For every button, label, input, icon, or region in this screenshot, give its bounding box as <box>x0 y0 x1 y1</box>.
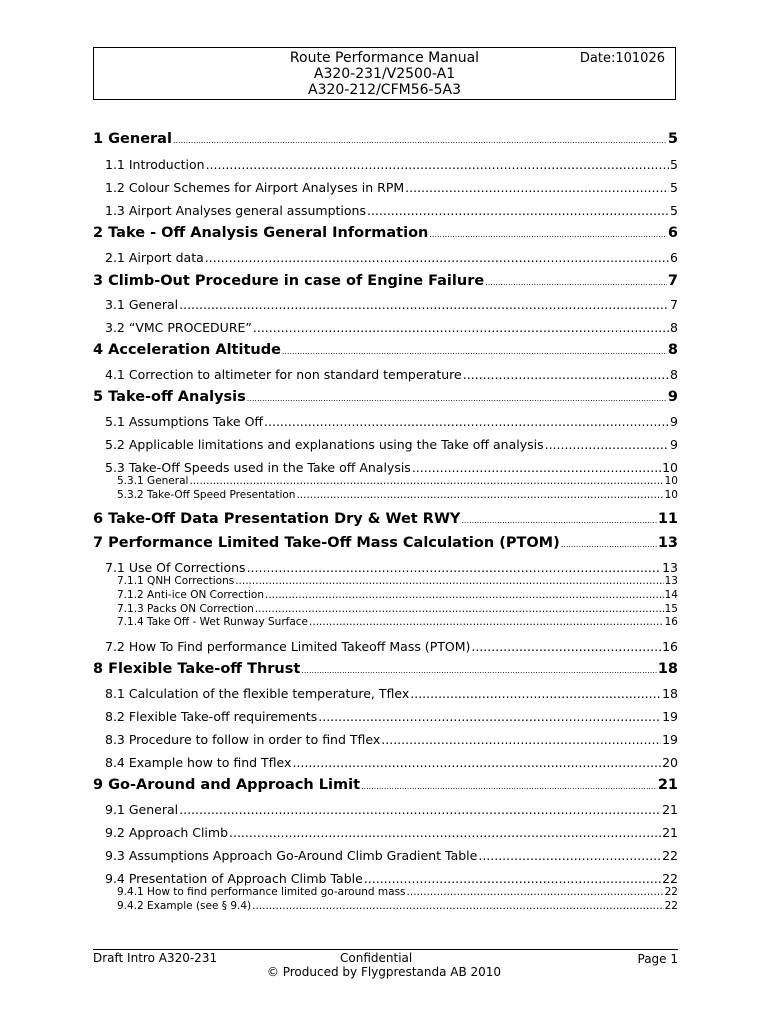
toc-entry-9-4-1[interactable]: 9.4.1 How to find performance limited go-around mass ..... 22 <box>117 886 678 898</box>
toc-entry-8[interactable]: 8 Flexible Take-off Thrust ..... 18 <box>93 661 678 677</box>
footer-divider <box>93 949 678 950</box>
toc-entry-5[interactable]: 5 Take-off Analysis ..... 9 <box>93 389 678 405</box>
toc-entry-9-4-2[interactable]: 9.4.2 Example (see § 9.4) ..... 22 <box>117 900 678 912</box>
toc-entry-6[interactable]: 6 Take-Off Data Presentation Dry & Wet RWY ..... 11 <box>93 511 678 527</box>
toc-entry-2-1[interactable]: 2.1 Airport data ..... 6 <box>105 250 678 265</box>
toc-entry-8-3[interactable]: 8.3 Procedure to follow in order to find Tflex ..... 19 <box>105 732 678 747</box>
manual-title: Route Performance Manual <box>289 50 480 66</box>
toc-entry-9-1[interactable]: 9.1 General ..... 21 <box>105 802 678 817</box>
toc-entry-4-1[interactable]: 4.1 Correction to altimeter for non standard temperature ..... 8 <box>105 367 678 382</box>
toc-entry-7-1-2[interactable]: 7.1.2 Anti-ice ON Correction ..... 14 <box>117 589 678 601</box>
document-date: Date:101026 <box>579 51 665 66</box>
toc-entry-1[interactable]: 1 General ..... 5 <box>93 131 678 147</box>
toc-entry-9[interactable]: 9 Go-Around and Approach Limit ..... 21 <box>93 777 678 793</box>
toc-entry-8-2[interactable]: 8.2 Flexible Take-off requirements ..... 19 <box>105 709 678 724</box>
toc-entry-7[interactable]: 7 Performance Limited Take-Off Mass Calculation (PTOM) ..... 13 <box>93 535 678 551</box>
toc-entry-5-1[interactable]: 5.1 Assumptions Take Off ..... 9 <box>105 414 678 429</box>
toc-entry-7-2[interactable]: 7.2 How To Find performance Limited Takeoff Mass (PTOM) ..... 16 <box>105 639 678 654</box>
toc-entry-7-1[interactable]: 7.1 Use Of Corrections ..... 13 <box>105 560 678 575</box>
toc-entry-8-1[interactable]: 8.1 Calculation of the flexible temperature, Tflex ..... 18 <box>105 686 678 701</box>
aircraft-variant-1: A320-231/V2500-A1 <box>313 66 456 82</box>
footer-document-name: Draft Intro A320-231 <box>93 951 218 965</box>
toc-entry-3[interactable]: 3 Climb-Out Procedure in case of Engine Failure ..... 7 <box>93 273 678 289</box>
toc-entry-7-1-3[interactable]: 7.1.3 Packs ON Correction ..... 15 <box>117 603 678 615</box>
toc-entry-2[interactable]: 2 Take - Off Analysis General Information ..... 6 <box>93 225 678 241</box>
footer-classification: Confidential <box>340 951 413 965</box>
toc-entry-9-3[interactable]: 9.3 Assumptions Approach Go-Around Climb Gradient Table ..... 22 <box>105 848 678 863</box>
toc-entry-4[interactable]: 4 Acceleration Altitude ..... 8 <box>93 342 678 358</box>
toc-entry-7-1-1[interactable]: 7.1.1 QNH Corrections ..... 13 <box>117 575 678 587</box>
toc-entry-5-2[interactable]: 5.2 Applicable limitations and explanations using the Take off analysis ..... 9 <box>105 437 678 452</box>
toc-entry-9-4[interactable]: 9.4 Presentation of Approach Climb Table ..... 22 <box>105 871 678 886</box>
toc-entry-9-2[interactable]: 9.2 Approach Climb ..... 21 <box>105 825 678 840</box>
toc-entry-5-3-2[interactable]: 5.3.2 Take-Off Speed Presentation ..... 10 <box>117 489 678 501</box>
aircraft-variant-2: A320-212/CFM56-5A3 <box>308 82 461 98</box>
toc-entry-1-1[interactable]: 1.1 Introduction ..... 5 <box>105 157 678 172</box>
footer-page-number: Page 1 <box>637 952 678 966</box>
toc-entry-3-2[interactable]: 3.2 “VMC PROCEDURE” ..... 8 <box>105 320 678 335</box>
toc-entry-5-3-1[interactable]: 5.3.1 General ..... 10 <box>117 475 678 487</box>
toc-entry-5-3[interactable]: 5.3 Take-Off Speeds used in the Take off Analysis ..... 10 <box>105 460 678 475</box>
toc-entry-8-4[interactable]: 8.4 Example how to find Tflex ..... 20 <box>105 755 678 770</box>
footer-copyright: © Produced by Flygprestanda AB 2010 <box>266 965 502 979</box>
toc-entry-1-2[interactable]: 1.2 Colour Schemes for Airport Analyses in RPM ..... 5 <box>105 180 678 195</box>
toc-entry-1-3[interactable]: 1.3 Airport Analyses general assumptions ..... 5 <box>105 203 678 218</box>
toc-entry-7-1-4[interactable]: 7.1.4 Take Off - Wet Runway Surface ..... 16 <box>117 616 678 628</box>
toc-entry-3-1[interactable]: 3.1 General ..... 7 <box>105 297 678 312</box>
